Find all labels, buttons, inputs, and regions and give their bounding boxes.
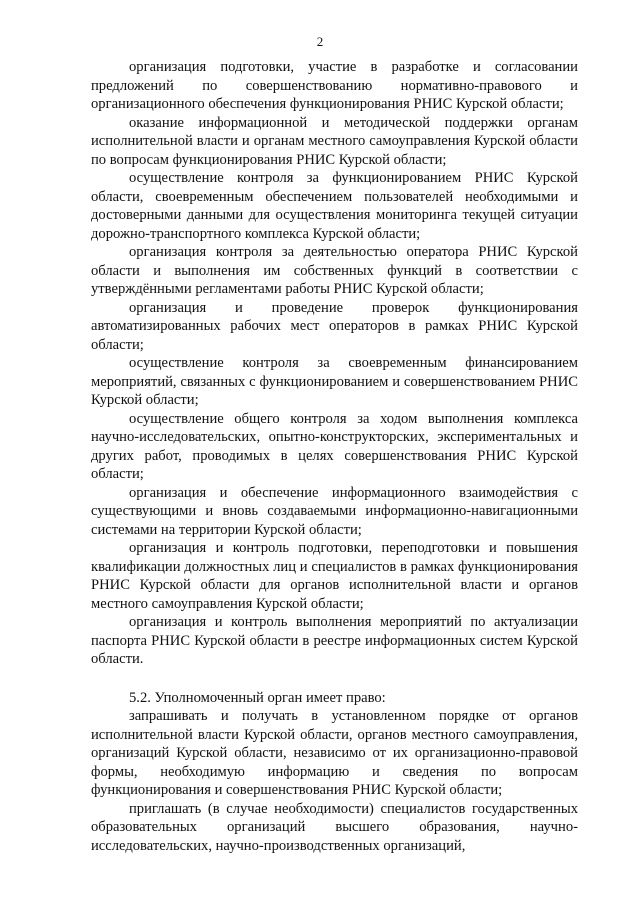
paragraph: организация и проведение проверок функционирования автоматизированных рабочих мест операторов в рамках РНИС Курской области; (91, 299, 578, 353)
paragraph: осуществление контроля за своевременным финансированием мероприятий, связанных с функционированием и совершенствованием РНИС Курской области; (91, 355, 578, 408)
paragraph: приглашать (в случае необходимости) специалистов государственных образовательных организаций высшего образования, научно-исследовательских, научно-производственных организаций, (91, 800, 578, 854)
paragraph: осуществление контроля за функционированием РНИС Курской области, своевременным обеспечением пользователей необходимыми и достоверными данными для осуществления мониторинга текущей ситуации дорожно-транспортного комплекса Курской области; (91, 170, 578, 242)
section-heading: 5.2. Уполномоченный орган имеет право: (129, 689, 386, 706)
page-number: 2 (316, 34, 324, 49)
section-spacer (91, 669, 578, 689)
paragraph: организация подготовки, участие в разработке и согласовании предложений по совершенствованию нормативно-правового и организационного обеспечения функционирования РНИС Курской области; (91, 59, 578, 112)
paragraph: осуществление общего контроля за ходом выполнения комплекса научно-исследовательских, опытно-конструкторских, экспериментальных и других работ, проводимых в целях совершенствования РНИС Курской области; (91, 410, 578, 482)
paragraph: организация и обеспечение информационного взаимодействия с существующими и вновь создаваемыми информационно-навигационными системами на территории Курской области; (91, 484, 578, 538)
paragraph: организация и контроль подготовки, переподготовки и повышения квалификации должностных лиц и специалистов в рамках функционирования РНИС Курской области для органов исполнительной власти и органов местного самоуправления Курской области; (91, 540, 578, 612)
paragraph: запрашивать и получать в установленном порядке от органов исполнительной власти Курской области, органов местного самоуправления, организаций Курской области, независимо от их организационно-правовой формы, необходимую информацию и сведения по вопросам функционирования и совершенствования РНИС Курской области; (91, 708, 578, 798)
paragraph: организация контроля за деятельностью оператора РНИС Курской области и выполнения им собственных функций в соответствии с утверждёнными регламентами работы РНИС Курской области; (91, 244, 578, 297)
paragraph: оказание информационной и методической поддержки органам исполнительной власти и органам местного самоуправления Курской области по вопросам функционирования РНИС Курской области; (91, 114, 578, 168)
paragraph: организация и контроль выполнения мероприятий по актуализации паспорта РНИС Курской области в реестре информационных систем Курской области. (91, 614, 578, 667)
document-body (91, 58, 578, 855)
